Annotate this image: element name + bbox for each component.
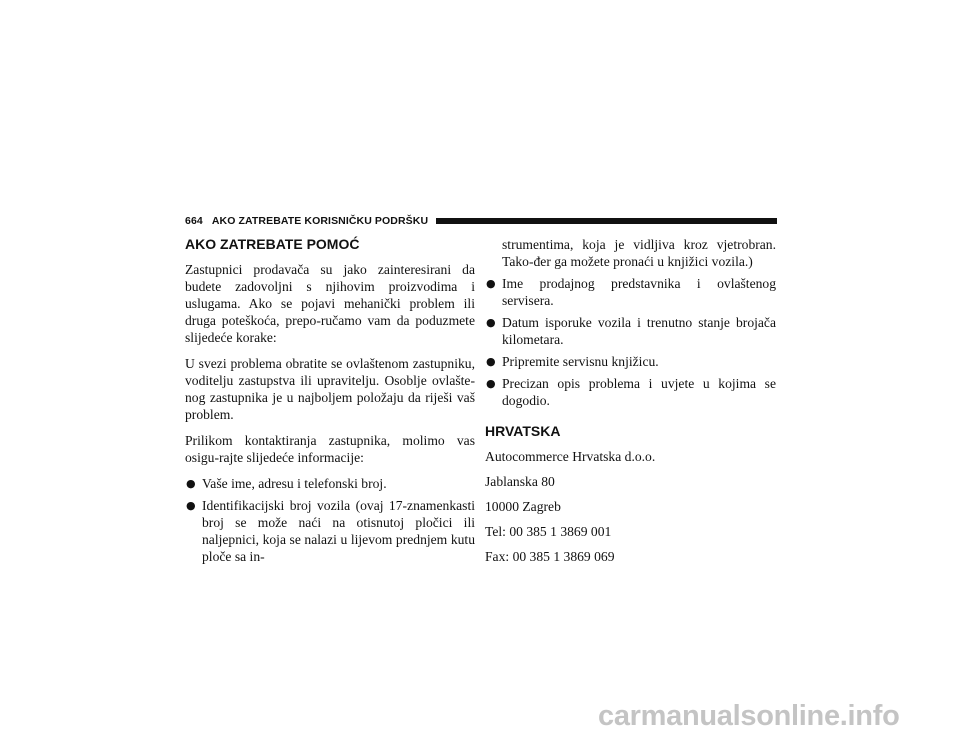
address-city: 10000 Zagreb — [485, 499, 561, 514]
info-list-continued — [485, 275, 776, 409]
list-item — [485, 353, 776, 370]
left-column — [185, 236, 475, 570]
list-item — [185, 497, 475, 565]
bullet-icon: ● — [186, 477, 196, 490]
paragraph: Zastupnici prodavača su jako zainteresirani da budete zadovoljni s njihovim proizvodima i uslugama. Ako se pojavi mehanički problem ili druga poteškoća, prepo-ručamo vam da poduzmete slijedeće korake: — [185, 262, 475, 345]
paragraph: U svezi problema obratite se ovlaštenom zastupniku, voditelju zastupstva ili upravitelju. Osoblje ovlašte-nog zastupnika je u najboljem položaju da riješi vaš problem. — [185, 356, 475, 422]
paragraph: Prilikom kontaktiranja zastupnika, molimo vas osigu-rajte slijedeće informacije: — [185, 433, 475, 465]
list-item-text: Pripremite servisnu knjižicu. — [502, 354, 659, 369]
page-number: 664 — [185, 215, 203, 227]
watermark: carmanualsonline.info — [598, 700, 900, 732]
list-item-text: Precizan opis problema i uvjete u kojima se dogodio. — [502, 376, 776, 408]
info-list — [185, 475, 475, 565]
section-heading-help: AKO ZATREBATE POMOĆ — [185, 236, 360, 252]
bullet-icon: ● — [486, 316, 496, 329]
list-item — [485, 375, 776, 409]
bullet-icon: ● — [486, 277, 496, 290]
list-item-text: Datum isporuke vozila i trenutno stanje brojača kilometara. — [502, 315, 776, 347]
header-title: AKO ZATREBATE KORISNIČKU PODRŠKU — [211, 215, 429, 227]
list-item — [485, 314, 776, 348]
list-item-text: Ime prodajnog predstavnika i ovlaštenog servisera. — [502, 276, 776, 308]
section-heading-croatia: HRVATSKA — [485, 423, 561, 439]
address-phone: Tel: 00 385 1 3869 001 — [485, 524, 612, 539]
address-fax: Fax: 00 385 1 3869 069 — [485, 549, 615, 564]
running-header — [185, 214, 777, 228]
list-item-text: Identifikacijski broj vozila (ovaj 17-znamenkasti broj se može naći na otisnutoj pločici ili naljepnici, koja se nalazi u lijevom prednjem kutu ploče sa in- — [202, 498, 475, 564]
bullet-icon: ● — [186, 499, 196, 512]
list-item — [185, 475, 475, 492]
bullet-icon: ● — [486, 355, 496, 368]
right-column — [485, 236, 776, 573]
list-item-text: Vaše ime, adresu i telefonski broj. — [202, 476, 387, 491]
address-street: Jablanska 80 — [485, 474, 555, 489]
bullet-icon: ● — [486, 377, 496, 390]
header-rule — [436, 218, 777, 224]
list-item-continuation: strumentima, koja je vidljiva kroz vjetrobran. Tako-đer ga možete pronaći u knjižici vozila.) — [502, 237, 776, 269]
list-item — [485, 275, 776, 309]
address-company: Autocommerce Hrvatska d.o.o. — [485, 449, 656, 464]
